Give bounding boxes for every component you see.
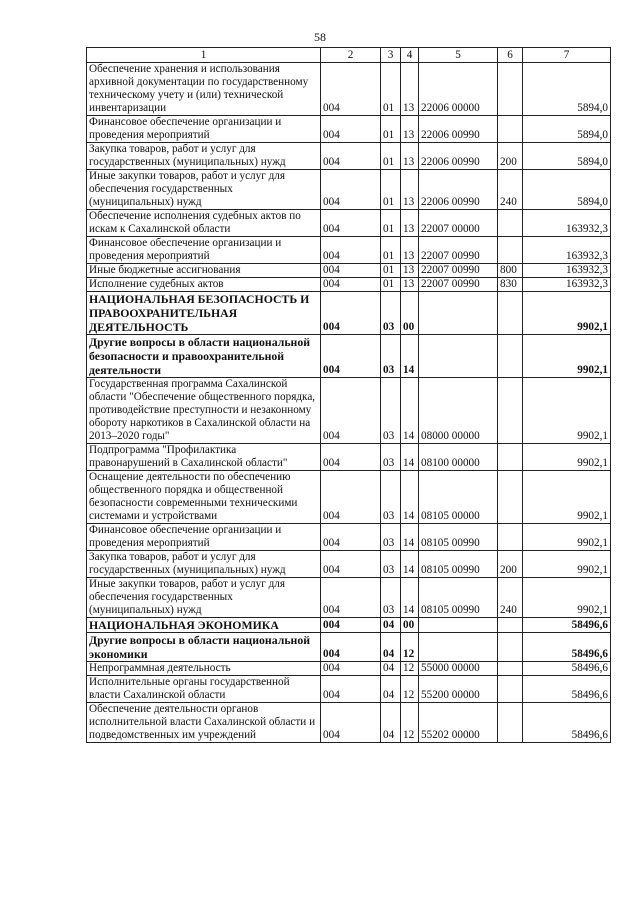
section-code-cell: 01 bbox=[381, 210, 401, 237]
section-code-cell: 03 bbox=[381, 471, 401, 524]
ministry-code-cell: 004 bbox=[321, 662, 381, 676]
row-name-cell: Непрограммная деятельность bbox=[87, 662, 321, 676]
amount-cell: 58496,6 bbox=[523, 618, 611, 633]
subsection-code-cell: 13 bbox=[401, 210, 419, 237]
row-name-cell: Обеспечение хранения и использования архивной документации по государственному техническому учету и (или) технической инвентаризации bbox=[87, 63, 321, 116]
subsection-code-cell: 12 bbox=[401, 703, 419, 743]
ministry-code-cell: 004 bbox=[321, 618, 381, 633]
expense-type-cell bbox=[498, 662, 523, 676]
amount-cell: 163932,3 bbox=[523, 264, 611, 278]
section-code-cell: 03 bbox=[381, 335, 401, 378]
section-code-cell: 04 bbox=[381, 618, 401, 633]
row-name-cell: Закупка товаров, работ и услуг для государственных (муниципальных) нужд bbox=[87, 143, 321, 170]
amount-cell: 9902,1 bbox=[523, 335, 611, 378]
expense-type-cell: 800 bbox=[498, 264, 523, 278]
ministry-code-cell: 004 bbox=[321, 143, 381, 170]
row-name-cell: Иные закупки товаров, работ и услуг для обеспечения государственных (муниципальных) нужд bbox=[87, 170, 321, 210]
ministry-code-cell: 004 bbox=[321, 524, 381, 551]
section-code-cell: 03 bbox=[381, 524, 401, 551]
expense-type-cell bbox=[498, 444, 523, 471]
amount-cell: 163932,3 bbox=[523, 237, 611, 264]
subsection-code-cell: 12 bbox=[401, 676, 419, 703]
expense-type-cell bbox=[498, 471, 523, 524]
section-code-cell: 01 bbox=[381, 237, 401, 264]
table-row bbox=[87, 676, 611, 703]
column-header: 4 bbox=[401, 48, 419, 63]
ministry-code-cell: 004 bbox=[321, 378, 381, 444]
section-code-cell: 03 bbox=[381, 551, 401, 578]
table-row bbox=[87, 116, 611, 143]
target-article-cell: 08100 00000 bbox=[419, 444, 498, 471]
expense-type-cell bbox=[498, 116, 523, 143]
table-row bbox=[87, 237, 611, 264]
target-article-cell: 08105 00990 bbox=[419, 551, 498, 578]
table-row bbox=[87, 278, 611, 292]
subsection-code-cell: 13 bbox=[401, 237, 419, 264]
subsection-code-cell: 13 bbox=[401, 116, 419, 143]
subsection-code-cell: 14 bbox=[401, 551, 419, 578]
table-row bbox=[87, 264, 611, 278]
row-name-cell: Закупка товаров, работ и услуг для государственных (муниципальных) нужд bbox=[87, 551, 321, 578]
section-code-cell: 04 bbox=[381, 703, 401, 743]
amount-cell: 5894,0 bbox=[523, 63, 611, 116]
ministry-code-cell: 004 bbox=[321, 676, 381, 703]
expense-type-cell bbox=[498, 292, 523, 335]
target-article-cell: 22007 00990 bbox=[419, 237, 498, 264]
subsection-code-cell: 00 bbox=[401, 292, 419, 335]
expense-type-cell bbox=[498, 633, 523, 662]
row-name-cell: Иные закупки товаров, работ и услуг для обеспечения государственных (муниципальных) нужд bbox=[87, 578, 321, 618]
target-article-cell bbox=[419, 633, 498, 662]
expense-type-cell: 200 bbox=[498, 143, 523, 170]
expense-type-cell bbox=[498, 378, 523, 444]
ministry-code-cell: 004 bbox=[321, 578, 381, 618]
amount-cell: 9902,1 bbox=[523, 551, 611, 578]
target-article-cell: 08105 00990 bbox=[419, 524, 498, 551]
subsection-code-cell: 14 bbox=[401, 335, 419, 378]
row-name-cell: Обеспечение деятельности органов исполнительной власти Сахалинской области и подведомственных им учреждений bbox=[87, 703, 321, 743]
table-row bbox=[87, 170, 611, 210]
expense-type-cell bbox=[498, 335, 523, 378]
target-article-cell: 08105 00990 bbox=[419, 578, 498, 618]
ministry-code-cell: 004 bbox=[321, 278, 381, 292]
ministry-code-cell: 004 bbox=[321, 633, 381, 662]
column-header: 2 bbox=[321, 48, 381, 63]
row-name-cell: Финансовое обеспечение организации и проведения мероприятий bbox=[87, 237, 321, 264]
amount-cell: 9902,1 bbox=[523, 578, 611, 618]
expense-type-cell: 200 bbox=[498, 551, 523, 578]
target-article-cell: 22006 00990 bbox=[419, 116, 498, 143]
budget-table bbox=[86, 47, 611, 743]
expense-type-cell bbox=[498, 524, 523, 551]
subsection-code-cell: 14 bbox=[401, 471, 419, 524]
row-name-cell: Другие вопросы в области национальной безопасности и правоохранительной деятельности bbox=[87, 335, 321, 378]
table-row bbox=[87, 210, 611, 237]
ministry-code-cell: 004 bbox=[321, 237, 381, 264]
ministry-code-cell: 004 bbox=[321, 703, 381, 743]
subsection-code-cell: 00 bbox=[401, 618, 419, 633]
amount-cell: 9902,1 bbox=[523, 292, 611, 335]
column-header: 6 bbox=[498, 48, 523, 63]
expense-type-cell: 240 bbox=[498, 170, 523, 210]
section-code-cell: 01 bbox=[381, 264, 401, 278]
column-header: 1 bbox=[87, 48, 321, 63]
subsection-code-cell: 13 bbox=[401, 170, 419, 210]
target-article-cell: 22007 00990 bbox=[419, 278, 498, 292]
table-row bbox=[87, 551, 611, 578]
subsection-code-cell: 14 bbox=[401, 444, 419, 471]
amount-cell: 5894,0 bbox=[523, 143, 611, 170]
expense-type-cell bbox=[498, 210, 523, 237]
row-name-cell: Подпрограмма "Профилактика правонарушений в Сахалинской области" bbox=[87, 444, 321, 471]
subsection-code-cell: 14 bbox=[401, 524, 419, 551]
target-article-cell bbox=[419, 618, 498, 633]
row-name-cell: Другие вопросы в области национальной экономики bbox=[87, 633, 321, 662]
table-row bbox=[87, 143, 611, 170]
table-row bbox=[87, 335, 611, 378]
target-article-cell: 55000 00000 bbox=[419, 662, 498, 676]
subsection-code-cell: 13 bbox=[401, 143, 419, 170]
target-article-cell: 22006 00990 bbox=[419, 170, 498, 210]
amount-cell: 163932,3 bbox=[523, 278, 611, 292]
table-row bbox=[87, 471, 611, 524]
amount-cell: 163932,3 bbox=[523, 210, 611, 237]
subsection-code-cell: 13 bbox=[401, 63, 419, 116]
target-article-cell: 22006 00990 bbox=[419, 143, 498, 170]
amount-cell: 9902,1 bbox=[523, 378, 611, 444]
subsection-code-cell: 14 bbox=[401, 378, 419, 444]
expense-type-cell bbox=[498, 63, 523, 116]
table-row bbox=[87, 703, 611, 743]
section-code-cell: 04 bbox=[381, 676, 401, 703]
subsection-code-cell: 12 bbox=[401, 662, 419, 676]
table-row bbox=[87, 618, 611, 633]
row-name-cell: Финансовое обеспечение организации и проведения мероприятий bbox=[87, 116, 321, 143]
section-code-cell: 03 bbox=[381, 292, 401, 335]
target-article-cell: 55202 00000 bbox=[419, 703, 498, 743]
section-code-cell: 01 bbox=[381, 143, 401, 170]
page-number: 58 bbox=[314, 30, 326, 44]
ministry-code-cell: 004 bbox=[321, 444, 381, 471]
table-row bbox=[87, 292, 611, 335]
ministry-code-cell: 004 bbox=[321, 551, 381, 578]
amount-cell: 58496,6 bbox=[523, 676, 611, 703]
table-row bbox=[87, 63, 611, 116]
section-code-cell: 03 bbox=[381, 378, 401, 444]
row-name-cell: Государственная программа Сахалинской области "Обеспечение общественного порядка, противодействие преступности и незаконному обороту наркотиков в Сахалинской области на 2013–2020 годы" bbox=[87, 378, 321, 444]
table-row bbox=[87, 633, 611, 662]
section-code-cell: 01 bbox=[381, 63, 401, 116]
expense-type-cell bbox=[498, 237, 523, 264]
section-code-cell: 01 bbox=[381, 116, 401, 143]
section-code-cell: 03 bbox=[381, 444, 401, 471]
amount-cell: 58496,6 bbox=[523, 703, 611, 743]
section-code-cell: 04 bbox=[381, 633, 401, 662]
section-code-cell: 01 bbox=[381, 170, 401, 210]
row-name-cell: Обеспечение исполнения судебных актов по искам к Сахалинской области bbox=[87, 210, 321, 237]
column-header-row bbox=[87, 48, 611, 63]
column-header: 7 bbox=[523, 48, 611, 63]
amount-cell: 9902,1 bbox=[523, 471, 611, 524]
row-name-cell: НАЦИОНАЛЬНАЯ ЭКОНОМИКА bbox=[87, 618, 321, 633]
section-code-cell: 03 bbox=[381, 578, 401, 618]
ministry-code-cell: 004 bbox=[321, 292, 381, 335]
target-article-cell bbox=[419, 292, 498, 335]
subsection-code-cell: 13 bbox=[401, 278, 419, 292]
expense-type-cell bbox=[498, 676, 523, 703]
subsection-code-cell: 13 bbox=[401, 264, 419, 278]
column-header: 5 bbox=[419, 48, 498, 63]
subsection-code-cell: 12 bbox=[401, 633, 419, 662]
subsection-code-cell: 14 bbox=[401, 578, 419, 618]
row-name-cell: Иные бюджетные ассигнования bbox=[87, 264, 321, 278]
table-row bbox=[87, 662, 611, 676]
amount-cell: 5894,0 bbox=[523, 170, 611, 210]
expense-type-cell: 240 bbox=[498, 578, 523, 618]
amount-cell: 9902,1 bbox=[523, 524, 611, 551]
target-article-cell bbox=[419, 335, 498, 378]
target-article-cell: 08000 00000 bbox=[419, 378, 498, 444]
row-name-cell: Исполнительные органы государственной власти Сахалинской области bbox=[87, 676, 321, 703]
ministry-code-cell: 004 bbox=[321, 170, 381, 210]
target-article-cell: 55200 00000 bbox=[419, 676, 498, 703]
row-name-cell: Оснащение деятельности по обеспечению общественного порядка и общественной безопасности современными техническими системами и устройствами bbox=[87, 471, 321, 524]
row-name-cell: Финансовое обеспечение организации и проведения мероприятий bbox=[87, 524, 321, 551]
section-code-cell: 01 bbox=[381, 278, 401, 292]
ministry-code-cell: 004 bbox=[321, 471, 381, 524]
table-row bbox=[87, 524, 611, 551]
amount-cell: 9902,1 bbox=[523, 444, 611, 471]
ministry-code-cell: 004 bbox=[321, 63, 381, 116]
target-article-cell: 22007 00990 bbox=[419, 264, 498, 278]
amount-cell: 5894,0 bbox=[523, 116, 611, 143]
ministry-code-cell: 004 bbox=[321, 116, 381, 143]
column-header: 3 bbox=[381, 48, 401, 63]
ministry-code-cell: 004 bbox=[321, 264, 381, 278]
amount-cell: 58496,6 bbox=[523, 662, 611, 676]
ministry-code-cell: 004 bbox=[321, 335, 381, 378]
amount-cell: 58496,6 bbox=[523, 633, 611, 662]
table-row bbox=[87, 578, 611, 618]
target-article-cell: 08105 00000 bbox=[419, 471, 498, 524]
ministry-code-cell: 004 bbox=[321, 210, 381, 237]
row-name-cell: Исполнение судебных актов bbox=[87, 278, 321, 292]
expense-type-cell bbox=[498, 618, 523, 633]
row-name-cell: НАЦИОНАЛЬНАЯ БЕЗОПАСНОСТЬ И ПРАВООХРАНИТЕЛЬНАЯ ДЕЯТЕЛЬНОСТЬ bbox=[87, 292, 321, 335]
expense-type-cell bbox=[498, 703, 523, 743]
section-code-cell: 04 bbox=[381, 662, 401, 676]
target-article-cell: 22007 00000 bbox=[419, 210, 498, 237]
expense-type-cell: 830 bbox=[498, 278, 523, 292]
table-row bbox=[87, 378, 611, 444]
table-row bbox=[87, 444, 611, 471]
target-article-cell: 22006 00000 bbox=[419, 63, 498, 116]
